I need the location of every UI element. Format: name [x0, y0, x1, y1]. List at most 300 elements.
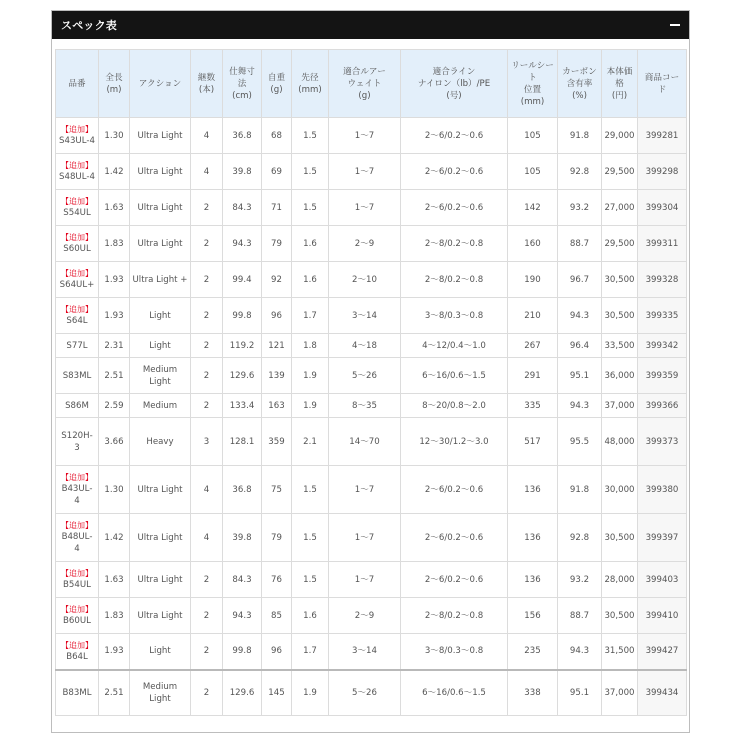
carbon-cell: 95.1: [558, 358, 602, 394]
weight-cell: 359: [262, 418, 292, 466]
pieces-cell: 4: [191, 466, 223, 514]
weight-cell: 121: [262, 334, 292, 358]
action-text: Medium: [142, 364, 178, 375]
column-header: [223, 50, 262, 118]
seat-cell: 267: [508, 334, 558, 358]
line-cell: 3〜8/0.3〜0.8: [401, 298, 508, 334]
line-cell: 2〜6/0.2〜0.6: [401, 118, 508, 154]
price-cell: 29,500: [602, 154, 638, 190]
column-header-line: (m): [106, 84, 122, 95]
tip-cell: 1.9: [292, 358, 329, 394]
column-header: [130, 50, 191, 118]
tip-cell: 1.5: [292, 514, 329, 562]
lure-cell: 3〜14: [329, 634, 401, 670]
weight-cell: 96: [262, 298, 292, 334]
action-text: Medium: [142, 400, 178, 411]
table-row: [56, 298, 687, 334]
seat-cell: 142: [508, 190, 558, 226]
seat-cell: 291: [508, 358, 558, 394]
pieces-cell: 2: [191, 598, 223, 634]
weight-cell: 79: [262, 514, 292, 562]
length-cell: 2.51: [99, 670, 130, 716]
action-text: Medium: [142, 681, 178, 692]
tip-cell: 1.7: [292, 298, 329, 334]
table-row: [56, 634, 687, 670]
price-cell: 30,500: [602, 598, 638, 634]
weight-cell: 92: [262, 262, 292, 298]
column-header: [558, 50, 602, 118]
pieces-cell: 2: [191, 394, 223, 418]
pieces-cell: 4: [191, 118, 223, 154]
length-cell: 1.30: [99, 466, 130, 514]
lure-cell: 2〜9: [329, 598, 401, 634]
closed-cell: 84.3: [223, 562, 262, 598]
action-cell: [130, 334, 191, 358]
part-number-cell: [56, 394, 99, 418]
code-cell: 399366: [638, 394, 687, 418]
seat-cell: 105: [508, 154, 558, 190]
lure-cell: 1〜7: [329, 118, 401, 154]
line-cell: 2〜8/0.2〜0.8: [401, 226, 508, 262]
carbon-cell: 88.7: [558, 226, 602, 262]
line-cell: 2〜8/0.2〜0.8: [401, 262, 508, 298]
column-header-line: (cm): [232, 90, 252, 101]
part-number: 4: [74, 544, 80, 554]
table-row: [56, 226, 687, 262]
action-cell: [130, 670, 191, 716]
code-cell: 399328: [638, 262, 687, 298]
action-cell: [130, 466, 191, 514]
weight-cell: 85: [262, 598, 292, 634]
line-cell: 2〜6/0.2〜0.6: [401, 466, 508, 514]
column-header-line: ト: [528, 72, 537, 83]
column-header: [638, 50, 687, 118]
action-text: Light: [149, 340, 171, 351]
lure-cell: 8〜35: [329, 394, 401, 418]
part-number-cell: [56, 466, 99, 514]
weight-cell: 139: [262, 358, 292, 394]
added-badge: 【追加】: [61, 473, 93, 482]
code-cell: 399342: [638, 334, 687, 358]
seat-cell: 517: [508, 418, 558, 466]
part-number-cell: [56, 118, 99, 154]
action-text: Ultra Light +: [132, 274, 188, 285]
panel-title: スペック表: [61, 19, 117, 32]
line-cell: 8〜20/0.8〜2.0: [401, 394, 508, 418]
carbon-cell: 93.2: [558, 190, 602, 226]
length-cell: 1.83: [99, 226, 130, 262]
action-text: Light: [149, 376, 171, 387]
lure-cell: 5〜26: [329, 358, 401, 394]
length-cell: 2.51: [99, 358, 130, 394]
carbon-cell: 95.1: [558, 670, 602, 716]
column-header: [602, 50, 638, 118]
lure-cell: 2〜10: [329, 262, 401, 298]
part-number: S77L: [66, 340, 88, 351]
price-cell: 31,500: [602, 634, 638, 670]
part-number-cell: [56, 358, 99, 394]
closed-cell: 119.2: [223, 334, 262, 358]
part-number-cell: [56, 298, 99, 334]
added-badge: 【追加】: [61, 197, 93, 206]
action-cell: [130, 262, 191, 298]
table-row: [56, 118, 687, 154]
column-header-line: ウェイト: [347, 78, 382, 89]
line-cell: 3〜8/0.3〜0.8: [401, 634, 508, 670]
action-cell: [130, 154, 191, 190]
length-cell: 1.63: [99, 190, 130, 226]
action-text: Ultra Light: [137, 166, 183, 177]
pieces-cell: 4: [191, 154, 223, 190]
part-number: B43UL-: [61, 484, 93, 494]
added-badge: 【追加】: [61, 521, 93, 530]
weight-cell: 76: [262, 562, 292, 598]
action-text: Light: [149, 310, 171, 321]
seat-cell: 136: [508, 514, 558, 562]
weight-cell: 79: [262, 226, 292, 262]
column-header-line: (mm): [298, 84, 322, 95]
code-cell: 399403: [638, 562, 687, 598]
length-cell: 1.93: [99, 262, 130, 298]
tip-cell: 1.7: [292, 634, 329, 670]
part-number: 4: [74, 496, 80, 506]
length-cell: 2.31: [99, 334, 130, 358]
weight-cell: 71: [262, 190, 292, 226]
line-cell: 6〜16/0.6〜1.5: [401, 670, 508, 716]
column-header: [508, 50, 558, 118]
length-cell: 1.42: [99, 154, 130, 190]
table-row: [56, 190, 687, 226]
pieces-cell: 2: [191, 334, 223, 358]
lure-cell: 3〜14: [329, 298, 401, 334]
seat-cell: 156: [508, 598, 558, 634]
seat-cell: 136: [508, 562, 558, 598]
closed-cell: 36.8: [223, 466, 262, 514]
price-cell: 27,000: [602, 190, 638, 226]
seat-cell: 210: [508, 298, 558, 334]
column-header-line: (mm): [520, 96, 545, 107]
lure-cell: 2〜9: [329, 226, 401, 262]
action-text: Ultra Light: [137, 574, 183, 585]
action-cell: [130, 562, 191, 598]
part-number: S86M: [65, 400, 89, 411]
length-cell: 1.42: [99, 514, 130, 562]
closed-cell: 39.8: [223, 154, 262, 190]
part-number-cell: [56, 670, 99, 716]
price-cell: 29,500: [602, 226, 638, 262]
action-text: Ultra Light: [137, 130, 183, 141]
action-cell: [130, 298, 191, 334]
length-cell: 1.83: [99, 598, 130, 634]
action-cell: [130, 118, 191, 154]
column-header: [262, 50, 292, 118]
lure-cell: 4〜18: [329, 334, 401, 358]
action-text: Ultra Light: [137, 238, 183, 249]
part-number: S120H-: [61, 430, 93, 441]
length-cell: 1.93: [99, 298, 130, 334]
line-cell: 2〜6/0.2〜0.6: [401, 190, 508, 226]
column-header: [401, 50, 508, 118]
pieces-cell: 3: [191, 418, 223, 466]
code-cell: 399335: [638, 298, 687, 334]
price-cell: 30,500: [602, 514, 638, 562]
part-number-cell: [56, 562, 99, 598]
part-number-cell: [56, 226, 99, 262]
carbon-cell: 94.3: [558, 298, 602, 334]
seat-cell: 190: [508, 262, 558, 298]
pieces-cell: 2: [191, 226, 223, 262]
column-header-line: 格: [615, 78, 624, 89]
part-number-cell: [56, 334, 99, 358]
price-cell: 30,500: [602, 298, 638, 334]
code-cell: 399410: [638, 598, 687, 634]
table-row: [56, 394, 687, 418]
length-cell: 3.66: [99, 418, 130, 466]
column-header-line: 適合ライン: [432, 66, 476, 77]
part-number: B48UL-: [61, 532, 93, 542]
action-cell: [130, 358, 191, 394]
added-badge: 【追加】: [61, 605, 93, 614]
length-cell: 1.63: [99, 562, 130, 598]
added-badge: 【追加】: [61, 269, 93, 278]
table-row: [56, 334, 687, 358]
action-cell: [130, 418, 191, 466]
part-number: B64L: [66, 651, 88, 662]
lure-cell: 1〜7: [329, 466, 401, 514]
carbon-cell: 96.7: [558, 262, 602, 298]
line-cell: 12〜30/1.2〜3.0: [401, 418, 508, 466]
seat-cell: 160: [508, 226, 558, 262]
action-cell: [130, 598, 191, 634]
table-row: [56, 598, 687, 634]
lure-cell: 1〜7: [329, 562, 401, 598]
price-cell: 33,500: [602, 334, 638, 358]
lure-cell: 5〜26: [329, 670, 401, 716]
carbon-cell: 94.3: [558, 394, 602, 418]
added-badge: 【追加】: [61, 640, 93, 650]
line-cell: 6〜16/0.6〜1.5: [401, 358, 508, 394]
added-badge: 【追加】: [61, 569, 93, 578]
part-number-cell: [56, 514, 99, 562]
lure-cell: 1〜7: [329, 190, 401, 226]
action-text: Light: [149, 693, 171, 704]
weight-cell: 145: [262, 670, 292, 716]
action-text: Ultra Light: [137, 484, 183, 495]
column-header-line: ド: [657, 84, 667, 95]
closed-cell: 129.6: [223, 358, 262, 394]
tip-cell: 1.6: [292, 598, 329, 634]
part-number: S83ML: [62, 370, 92, 381]
column-header-line: (本): [198, 84, 215, 95]
table-row: [56, 262, 687, 298]
collapse-minus-icon[interactable]: [669, 19, 681, 31]
closed-cell: 133.4: [223, 394, 262, 418]
column-header-line: (号): [446, 90, 462, 101]
action-cell: [130, 190, 191, 226]
table-row: [56, 514, 687, 562]
pieces-cell: 2: [191, 190, 223, 226]
table-row: [56, 358, 687, 394]
added-badge: 【追加】: [61, 233, 93, 242]
column-header-line: (g): [270, 84, 283, 95]
code-cell: 399427: [638, 634, 687, 670]
closed-cell: 128.1: [223, 418, 262, 466]
seat-cell: 335: [508, 394, 558, 418]
tip-cell: 1.5: [292, 154, 329, 190]
column-header-line: カーボン: [562, 66, 597, 77]
action-text: Ultra Light: [137, 610, 183, 621]
pieces-cell: 2: [191, 262, 223, 298]
part-number-cell: [56, 262, 99, 298]
column-header-line: 含有率: [566, 78, 593, 89]
closed-cell: 84.3: [223, 190, 262, 226]
carbon-cell: 96.4: [558, 334, 602, 358]
closed-cell: 99.4: [223, 262, 262, 298]
tip-cell: 1.6: [292, 226, 329, 262]
column-header-line: ナイロン（lb）/PE: [417, 78, 491, 89]
part-number: B60UL: [63, 616, 91, 626]
table-row: [56, 466, 687, 514]
carbon-cell: 91.8: [558, 466, 602, 514]
price-cell: 28,000: [602, 562, 638, 598]
added-badge: 【追加】: [61, 305, 93, 314]
tip-cell: 1.5: [292, 118, 329, 154]
weight-cell: 69: [262, 154, 292, 190]
column-header-line: (g): [358, 90, 371, 101]
part-number: 3: [74, 442, 80, 453]
part-number-cell: [56, 190, 99, 226]
part-number: S48UL-4: [59, 172, 95, 182]
column-header-line: 自重: [267, 72, 286, 83]
carbon-cell: 94.3: [558, 634, 602, 670]
line-cell: 4〜12/0.4〜1.0: [401, 334, 508, 358]
spec-table-wrapper: [55, 49, 686, 716]
line-cell: 2〜8/0.2〜0.8: [401, 598, 508, 634]
line-cell: 2〜6/0.2〜0.6: [401, 154, 508, 190]
closed-cell: 94.3: [223, 226, 262, 262]
part-number-cell: [56, 634, 99, 670]
column-header-line: 法: [237, 78, 247, 89]
closed-cell: 129.6: [223, 670, 262, 716]
action-text: Light: [149, 646, 171, 657]
seat-cell: 105: [508, 118, 558, 154]
part-number-cell: [56, 598, 99, 634]
price-cell: 30,000: [602, 466, 638, 514]
price-cell: 48,000: [602, 418, 638, 466]
tip-cell: 1.6: [292, 262, 329, 298]
part-number-cell: [56, 154, 99, 190]
carbon-cell: 88.7: [558, 598, 602, 634]
table-header-row: [56, 50, 687, 118]
column-header-line: 全長: [105, 72, 123, 83]
weight-cell: 163: [262, 394, 292, 418]
table-row: [56, 670, 687, 716]
length-cell: 1.30: [99, 118, 130, 154]
closed-cell: 94.3: [223, 598, 262, 634]
part-number-cell: [56, 418, 99, 466]
code-cell: 399373: [638, 418, 687, 466]
part-number: B54UL: [63, 580, 91, 590]
carbon-cell: 93.2: [558, 562, 602, 598]
line-cell: 2〜6/0.2〜0.6: [401, 514, 508, 562]
action-cell: [130, 394, 191, 418]
closed-cell: 99.8: [223, 634, 262, 670]
column-header-line: 本体価: [606, 66, 633, 77]
code-cell: 399397: [638, 514, 687, 562]
column-header: [329, 50, 401, 118]
action-text: Heavy: [146, 436, 174, 447]
table-body: [56, 118, 687, 716]
closed-cell: 36.8: [223, 118, 262, 154]
lure-cell: 14〜70: [329, 418, 401, 466]
pieces-cell: 2: [191, 562, 223, 598]
closed-cell: 39.8: [223, 514, 262, 562]
column-header-line: 適合ルアー: [343, 66, 386, 77]
action-cell: [130, 514, 191, 562]
pieces-cell: 2: [191, 670, 223, 716]
code-cell: 399281: [638, 118, 687, 154]
length-cell: 1.93: [99, 634, 130, 670]
code-cell: 399304: [638, 190, 687, 226]
part-number: S54UL: [63, 208, 91, 218]
seat-cell: 136: [508, 466, 558, 514]
pieces-cell: 2: [191, 634, 223, 670]
weight-cell: 68: [262, 118, 292, 154]
table-row: [56, 154, 687, 190]
carbon-cell: 91.8: [558, 118, 602, 154]
price-cell: 36,000: [602, 358, 638, 394]
column-header-line: 先径: [301, 72, 319, 83]
pieces-cell: 2: [191, 298, 223, 334]
column-header-line: アクション: [138, 78, 182, 89]
tip-cell: 1.9: [292, 394, 329, 418]
carbon-cell: 92.8: [558, 154, 602, 190]
price-cell: 37,000: [602, 394, 638, 418]
column-header-line: 位置: [523, 84, 542, 95]
length-cell: 2.59: [99, 394, 130, 418]
tip-cell: 1.9: [292, 670, 329, 716]
spec-table-panel: [51, 10, 690, 733]
action-text: Ultra Light: [137, 532, 183, 543]
column-header-line: リールシー: [511, 60, 554, 71]
weight-cell: 96: [262, 634, 292, 670]
code-cell: 399359: [638, 358, 687, 394]
part-number: B83ML: [62, 687, 92, 698]
tip-cell: 1.5: [292, 562, 329, 598]
added-badge: 【追加】: [61, 125, 93, 134]
line-cell: 2〜6/0.2〜0.6: [401, 562, 508, 598]
column-header: [99, 50, 130, 118]
panel-header[interactable]: [52, 11, 689, 39]
code-cell: 399311: [638, 226, 687, 262]
column-header: [191, 50, 223, 118]
carbon-cell: 95.5: [558, 418, 602, 466]
part-number: S64UL+: [59, 280, 95, 290]
column-header-line: 商品コー: [644, 72, 680, 83]
code-cell: 399380: [638, 466, 687, 514]
seat-cell: 235: [508, 634, 558, 670]
tip-cell: 1.5: [292, 190, 329, 226]
column-header: [292, 50, 329, 118]
lure-cell: 1〜7: [329, 514, 401, 562]
column-header-line: 継数: [197, 72, 216, 83]
pieces-cell: 2: [191, 358, 223, 394]
price-cell: 37,000: [602, 670, 638, 716]
action-cell: [130, 226, 191, 262]
price-cell: 30,500: [602, 262, 638, 298]
carbon-cell: 92.8: [558, 514, 602, 562]
tip-cell: 1.5: [292, 466, 329, 514]
